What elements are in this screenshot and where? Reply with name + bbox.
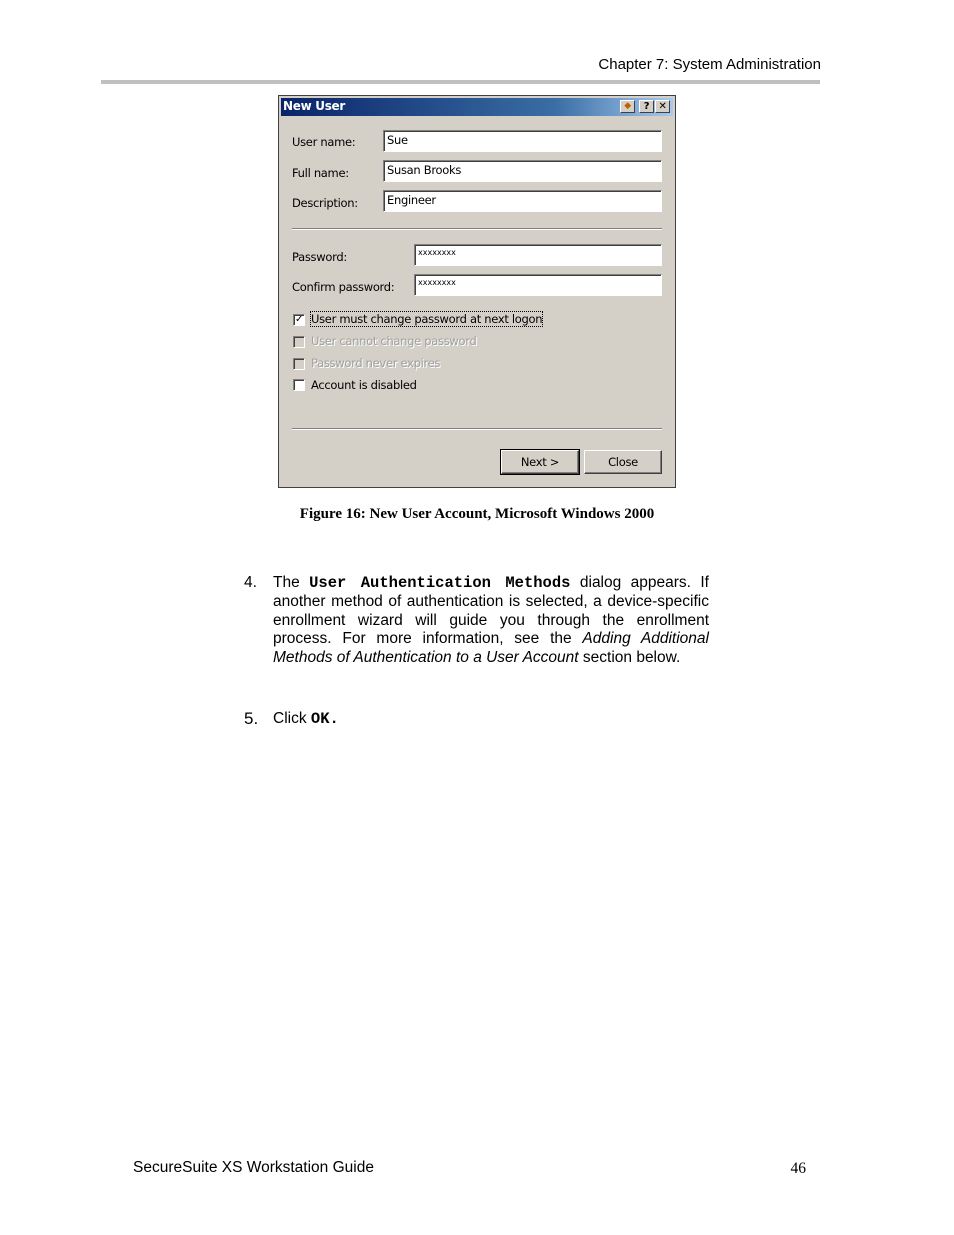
cannot-change-password-checkbox[interactable]	[293, 336, 305, 348]
cannot-change-password-label: User cannot change password	[311, 334, 477, 348]
confirm-password-label: Confirm password:	[292, 280, 395, 294]
step-number: 5.	[244, 709, 259, 728]
password-never-expires-label: Password never expires	[311, 356, 441, 370]
user-name-label: User name:	[292, 135, 356, 149]
close-window-button[interactable]: ✕	[655, 100, 670, 113]
user-name-input[interactable]: Sue	[383, 130, 662, 152]
chapter-header: Chapter 7: System Administration	[598, 56, 821, 73]
close-button[interactable]: Close	[584, 450, 662, 474]
must-change-password-checkbox[interactable]: ✓	[294, 314, 304, 325]
windows-logo-icon: ◆	[620, 100, 635, 113]
description-input[interactable]: Engineer	[383, 190, 662, 212]
next-button[interactable]: Next >	[501, 450, 579, 474]
dialog-title: New User	[283, 99, 345, 113]
section-reference: Adding Additional Methods of Authentication to a User Account	[273, 630, 709, 667]
account-disabled-checkbox[interactable]	[293, 379, 305, 391]
full-name-input[interactable]: Susan Brooks	[383, 160, 662, 182]
figure-caption: Figure 16: New User Account, Microsoft Windows 2000	[299, 506, 655, 522]
step-number: 4.	[244, 574, 257, 591]
must-change-password-label[interactable]: User must change password at next logon	[311, 312, 543, 326]
new-user-dialog	[278, 95, 676, 488]
header-rule	[101, 80, 820, 84]
password-label: Password:	[292, 250, 347, 264]
page-number: 46	[790, 1160, 806, 1177]
step-4-text: The User Authentication Methods dialog appears. If another method of authentication is selected, a device-specific enrollment wizard will guide you through the enrollment process. For more information, see the Adding Additional Methods of Authentication to a User Account section below.	[273, 574, 709, 667]
dialog-title-bar[interactable]	[281, 98, 673, 116]
password-never-expires-checkbox[interactable]	[293, 358, 305, 370]
help-button[interactable]: ?	[639, 100, 654, 113]
full-name-label: Full name:	[292, 166, 349, 180]
step-5-text: Click OK.	[273, 710, 339, 728]
separator	[292, 228, 662, 230]
separator	[292, 428, 662, 430]
confirm-password-input[interactable]: xxxxxxxx	[414, 274, 662, 296]
ok-reference: OK.	[310, 710, 339, 728]
password-input[interactable]: xxxxxxxx	[414, 244, 662, 266]
footer-title: SecureSuite XS Workstation Guide	[133, 1159, 374, 1176]
dialog-name: User Authentication Methods	[309, 574, 571, 592]
account-disabled-label[interactable]: Account is disabled	[311, 378, 417, 392]
description-label: Description:	[292, 196, 358, 210]
